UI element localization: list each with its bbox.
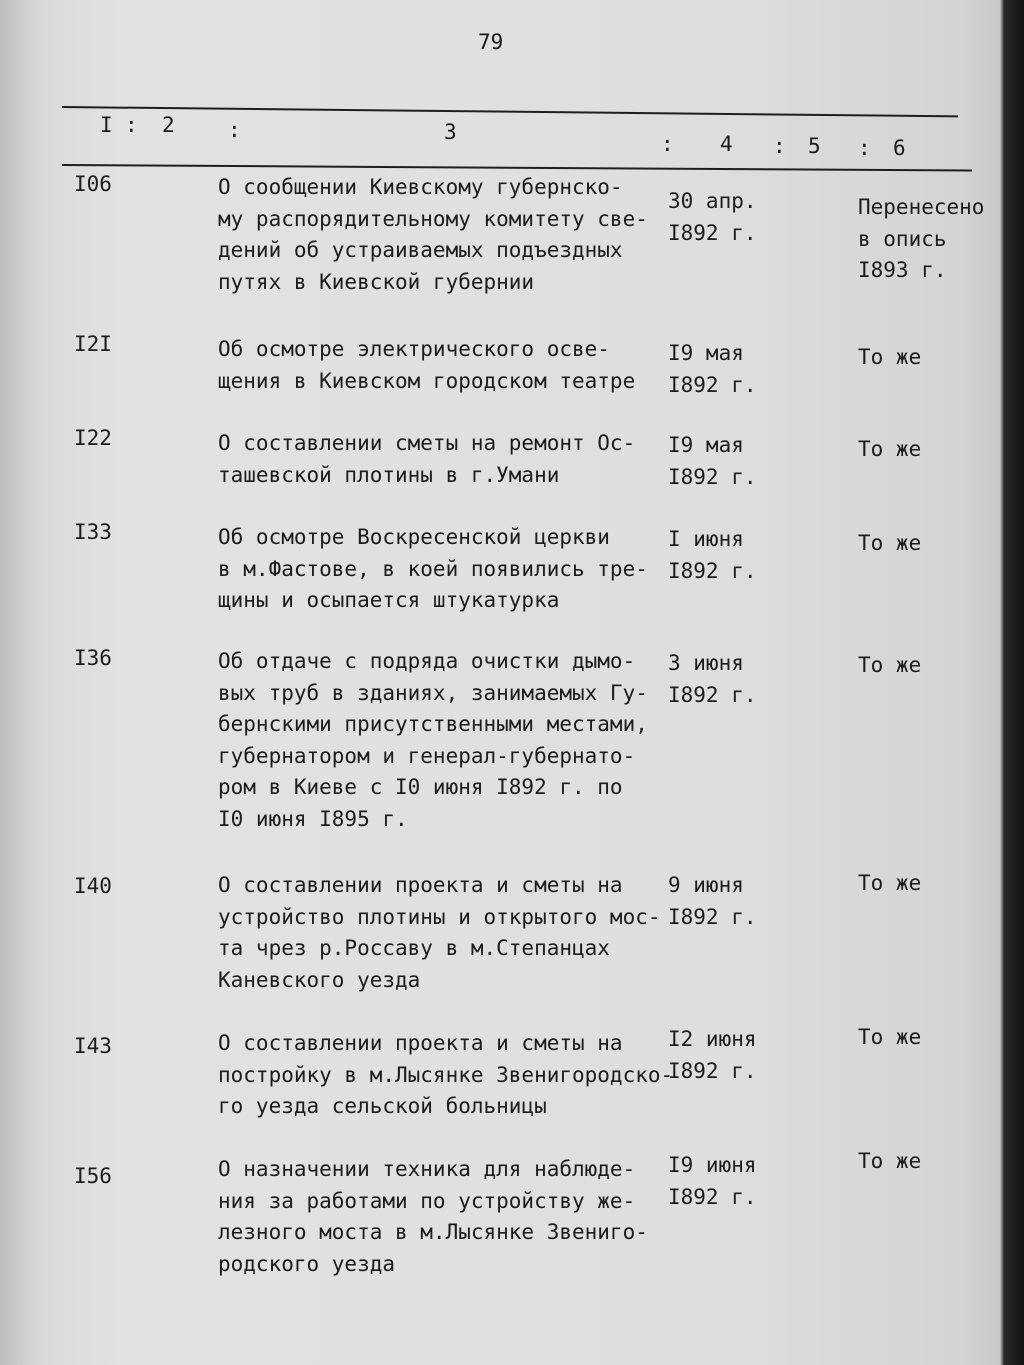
record-number: I40 [74,874,112,898]
record-date: I9 июня I892 г. [668,1153,757,1209]
record-number: I22 [74,426,112,450]
record-note: То же [858,345,922,369]
header-col-2: 2 [162,113,175,137]
record-title: О составлении проекта и сметы на устройство плотины и открытого мос- та чрез р.Россаву в м.Степанцах Каневского уезда [218,873,661,992]
header-separator: : [858,136,871,160]
header-col-5: 5 [808,134,821,158]
record-date: 9 июня I892 г. [668,873,757,929]
record-number: I06 [74,172,112,196]
record-title: Об осмотре электрического осве- щения в Киевском городском театре [218,337,636,393]
record-date: 3 июня I892 г. [668,651,757,707]
record-note: Перенесено в опись I893 г. [858,195,985,282]
record-date: 30 апр. I892 г. [668,189,757,245]
record-note: То же [858,1149,922,1173]
record-date: I9 мая I892 г. [668,341,757,397]
page-number: 79 [478,30,504,54]
record-number: I36 [74,646,112,670]
record-note: То же [858,871,922,895]
header-separator: : [125,113,138,137]
header-col-3: 3 [444,120,457,144]
header-bottom-rule [62,164,972,172]
record-note: То же [858,437,922,461]
record-title: Об осмотре Воскресенской церкви в м.Фастове, в коей появились тре- щины и осыпается штукатурка [218,525,648,612]
header-separator: : [773,134,786,158]
header-top-rule [62,106,958,117]
record-title: О сообщении Киевскому губернско- му распорядительному комитету све- дений об устраиваемых подъездных путях в Киевской губернии [218,175,648,294]
record-date: I9 мая I892 г. [668,433,757,489]
record-date: I июня I892 г. [668,527,757,583]
record-title: О составлении проекта и сметы на постройку в м.Лысянке Звенигородско- го уезда сельской больницы [218,1031,674,1118]
record-title: Об отдаче с подряда очистки дымо- вых труб в зданиях, занимаемых Гу- бернскими присутственными местами, губернатором и генерал-губернато- ром в Киеве с I0 июня I892 г. по I0 июня I895 г. [218,649,648,831]
record-title: О составлении сметы на ремонт Ос- ташевской плотины в г.Умани [218,431,636,487]
record-number: I33 [74,520,112,544]
header-separator: : [661,132,674,156]
record-note: То же [858,653,922,677]
record-note: То же [858,1025,922,1049]
record-number: I56 [74,1164,112,1188]
record-note: То же [858,531,922,555]
record-number: I2I [74,332,112,356]
record-number: I43 [74,1034,112,1058]
header-col-6: 6 [893,136,906,160]
record-title: О назначении техника для наблюде- ния за работами по устройству же- лезного моста в м.Лысянке Звениго- родского уезда [218,1157,648,1276]
header-separator: : [228,118,241,142]
record-date: I2 июня I892 г. [668,1027,757,1083]
header-col-4: 4 [720,132,733,156]
header-col-1: I [100,113,113,137]
